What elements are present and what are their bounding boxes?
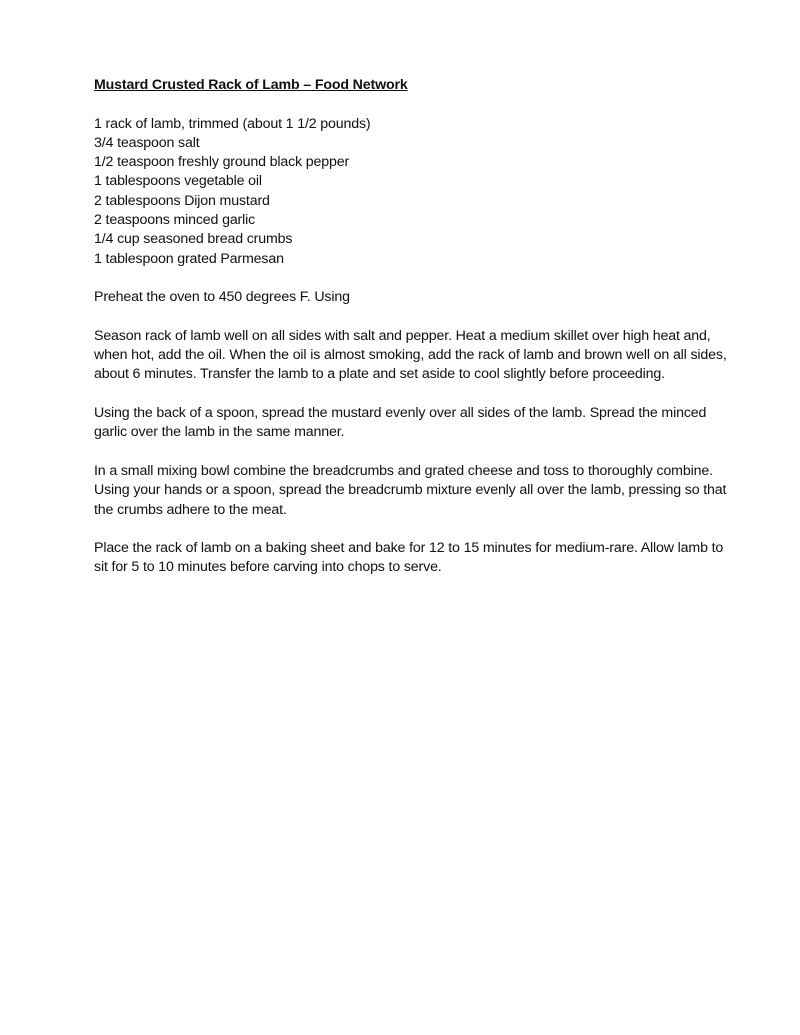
ingredient-item: 2 tablespoons Dijon mustard [94, 192, 270, 209]
ingredient-item: 1/4 cup seasoned bread crumbs [94, 231, 293, 248]
direction-step: Using the back of a spoon, spread the mustard evenly over all sides of the lamb. Spread the minced garlic over the lamb in the same manner. [94, 405, 707, 441]
ingredient-list [94, 115, 734, 269]
ingredient-item: 3/4 teaspoon salt [94, 134, 200, 151]
recipe-document [94, 76, 734, 597]
direction-step: Place the rack of lamb on a baking sheet and bake for 12 to 15 minutes for medium-rare. Allow lamb to sit for 5 to 10 minutes before carving into chops to serve. [94, 540, 724, 576]
ingredient-item: 1 rack of lamb, trimmed (about 1 1/2 pounds) [94, 115, 371, 132]
ingredient-item: 1/2 teaspoon freshly ground black pepper [94, 154, 350, 171]
direction-step: Season rack of lamb well on all sides with salt and pepper. Heat a medium skillet over high heat and, when hot, add the oil. When the oil is almost smoking, add the rack of lamb and brown well on all sides, about 6 minutes. Transfer the lamb to a plate and set aside to cool slightly before proceeding. [94, 327, 727, 383]
ingredient-item: 2 teaspoons minced garlic [94, 212, 256, 229]
direction-step: Preheat the oven to 450 degrees F. Using [94, 289, 350, 306]
ingredient-item: 1 tablespoon grated Parmesan [94, 250, 284, 267]
direction-step: In a small mixing bowl combine the breadcrumbs and grated cheese and toss to thoroughly combine. Using your hands or a spoon, spread the breadcrumb mixture evenly all over the lamb, pressing so that the crumbs adhere to the meat. [94, 462, 727, 518]
recipe-title: Mustard Crusted Rack of Lamb – Food Network [94, 77, 408, 93]
ingredient-item: 1 tablespoons vegetable oil [94, 173, 262, 190]
